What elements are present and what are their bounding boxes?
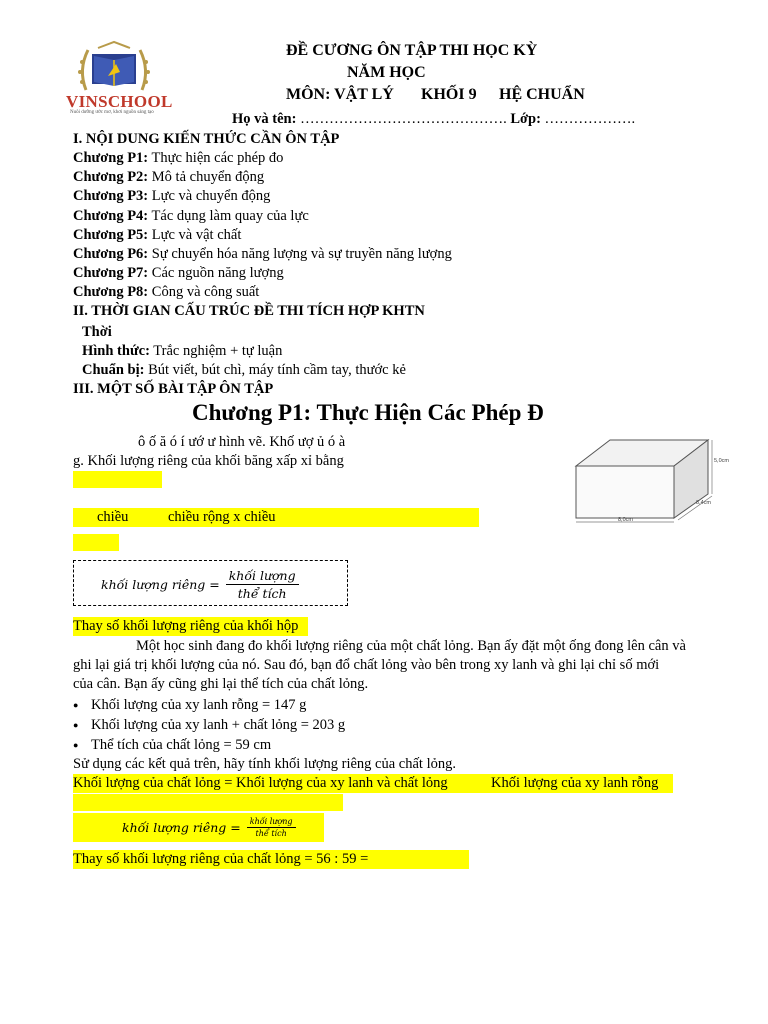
logo-wordmark: VINSCHOOL xyxy=(66,92,173,111)
measurement-item: ● Thể tích của chất lỏng = 59 cm xyxy=(73,735,345,755)
measurement-item: ● Khối lượng của xy lanh rỗng = 147 g xyxy=(73,695,345,715)
q2-ask: Sử dụng các kết quả trên, hãy tính khối lượng riêng của chất lỏng. xyxy=(73,756,456,772)
chapter-label: Chương P7: xyxy=(73,265,149,282)
chapter-item xyxy=(73,264,284,283)
name-field[interactable]: ……………………………………. xyxy=(300,111,507,127)
grade-label: KHỐI 9 xyxy=(421,86,477,103)
ice-block-figure xyxy=(566,430,729,526)
student-info-row xyxy=(232,110,635,129)
chapter-label: Chương P8: xyxy=(73,284,149,301)
formula1-fraction xyxy=(226,568,299,601)
school-logo xyxy=(66,40,173,118)
section2-heading: II. THỜI GIAN CẤU TRÚC ĐỀ THI TÍCH HỢP KHTN xyxy=(73,303,425,319)
chapter-label: Chương P2: xyxy=(73,169,149,186)
dim-depth-label: 8,4cm xyxy=(696,500,711,506)
chapter-title: Công và công suất xyxy=(151,284,260,301)
form-text: Trắc nghiệm + tự luận xyxy=(153,343,283,359)
q1-width-word: chiều rộng x chiều xyxy=(168,509,276,525)
system-label: HỆ CHUẨN xyxy=(499,86,585,103)
measurement-list xyxy=(73,695,345,755)
section1-heading: I. NỘI DUNG KIẾN THỨC CẦN ÔN TẬP xyxy=(73,131,340,147)
q2-substitution: Thay số khối lượng riêng của chất lỏng = 56 : 59 = xyxy=(73,850,469,869)
time-label: Thời xyxy=(82,324,112,340)
exam-prep-row xyxy=(82,361,406,380)
prep-label: Chuẩn bị: xyxy=(82,362,145,378)
chapter-title: Lực và chuyển động xyxy=(151,188,271,205)
chapter-label: Chương P6: xyxy=(73,246,149,262)
chapter-p1-title: Chương P1: Thực Hiện Các Phép Đ xyxy=(192,400,544,425)
class-field[interactable]: ………………. xyxy=(544,111,636,127)
logo-tagline: Nuôi dưỡng ước mơ, khơi nguồn sáng tạo xyxy=(70,110,154,115)
name-label: Họ và tên: xyxy=(232,111,297,127)
chapter-title: Lực và vật chất xyxy=(151,226,242,243)
dim-height-label: 5,0cm xyxy=(714,458,729,464)
exam-form-row xyxy=(82,342,282,361)
chapter-title: Các nguồn năng lượng xyxy=(151,265,284,282)
doc-title-line2: NĂM HỌC xyxy=(347,64,426,81)
q1-volume-result-highlight xyxy=(73,534,119,551)
q2-para-line2: ghi lại giá trị khối lượng của nó. Sau đó, bạn đổ chất lỏng vào bên trong xy lanh và ghi lại chỉ số mới xyxy=(73,657,660,673)
q1-length-word: chiều xyxy=(97,509,129,525)
chapter-item xyxy=(73,149,283,168)
chapter-item xyxy=(73,283,259,302)
prep-text: Bút viết, bút chì, máy tính cầm tay, thước kẻ xyxy=(148,362,406,378)
section3-heading: III. MỘT SỐ BÀI TẬP ÔN TẬP xyxy=(73,381,274,397)
dim-width-label: 8,0cm xyxy=(618,517,633,523)
doc-title-line1: ĐỀ CƯƠNG ÔN TẬP THI HỌC KỲ xyxy=(286,42,538,59)
chapter-title: Sự chuyển hóa năng lượng và sự truyền năng lượng xyxy=(151,246,452,262)
formula1-numerator: khối lượng xyxy=(226,568,299,585)
subject-label: MÔN: VẬT LÝ xyxy=(286,86,394,103)
chapter-title: Tác dụng làm quay của lực xyxy=(151,207,309,224)
q1-answer-highlight xyxy=(73,471,162,488)
chapter-item xyxy=(73,187,270,206)
formula2-denominator: thể tích xyxy=(255,829,287,838)
chapter-label: Chương P1: xyxy=(73,150,149,166)
chapter-label: Chương P3: xyxy=(73,188,149,205)
chapter-item xyxy=(73,207,309,226)
chapter-label: Chương P5: xyxy=(73,226,149,243)
class-label: Lớp: xyxy=(510,111,541,127)
form-label: Hình thức: xyxy=(82,343,150,359)
chapter-item xyxy=(73,226,241,245)
q2-para-line3: của cân. Bạn ấy cũng ghi lại thể tích của chất lỏng. xyxy=(73,676,369,692)
q2-mass-equation-b: Khối lượng của xy lanh rỗng xyxy=(491,775,659,791)
q1-line1: ô ố ă ó í ướ ư hình vẽ. Khố ượ ủ ó à xyxy=(138,434,346,450)
q1-line2: g. Khối lượng riêng của khối băng xấp xỉ bằng xyxy=(73,453,344,469)
formula1-lhs: khối lượng riêng = xyxy=(101,576,220,592)
formula2-lhs: khối lượng riêng = xyxy=(122,820,241,835)
q2-para-line1: Một học sinh đang đo khối lượng riêng của một chất lỏng. Bạn ấy đặt một ống đong lên cân và xyxy=(136,638,686,654)
formula2-numerator: khối lượng xyxy=(247,817,296,828)
measurement-item: ● Khối lượng của xy lanh + chất lỏng = 203 g xyxy=(73,715,345,735)
formula1-denominator: thể tích xyxy=(237,585,287,601)
chapter-item xyxy=(73,168,264,187)
chapter-title: Thực hiện các phép đo xyxy=(151,150,284,166)
formula2-fraction xyxy=(247,817,296,838)
density-formula-1 xyxy=(101,565,299,603)
q1-volume-highlight xyxy=(73,508,479,527)
chapter-label: Chương P4: xyxy=(73,207,149,224)
q2-mass-result-highlight xyxy=(73,794,343,811)
chapter-title: Mô tả chuyển động xyxy=(151,169,265,186)
density-formula-2 xyxy=(122,813,296,842)
q2-mass-equation-a: Khối lượng của chất lỏng = Khối lượng của xy lanh và chất lỏng xyxy=(73,775,448,791)
chapter-item xyxy=(73,245,452,264)
q1-substitution: Thay số khối lượng riêng của khối hộp xyxy=(73,617,308,636)
